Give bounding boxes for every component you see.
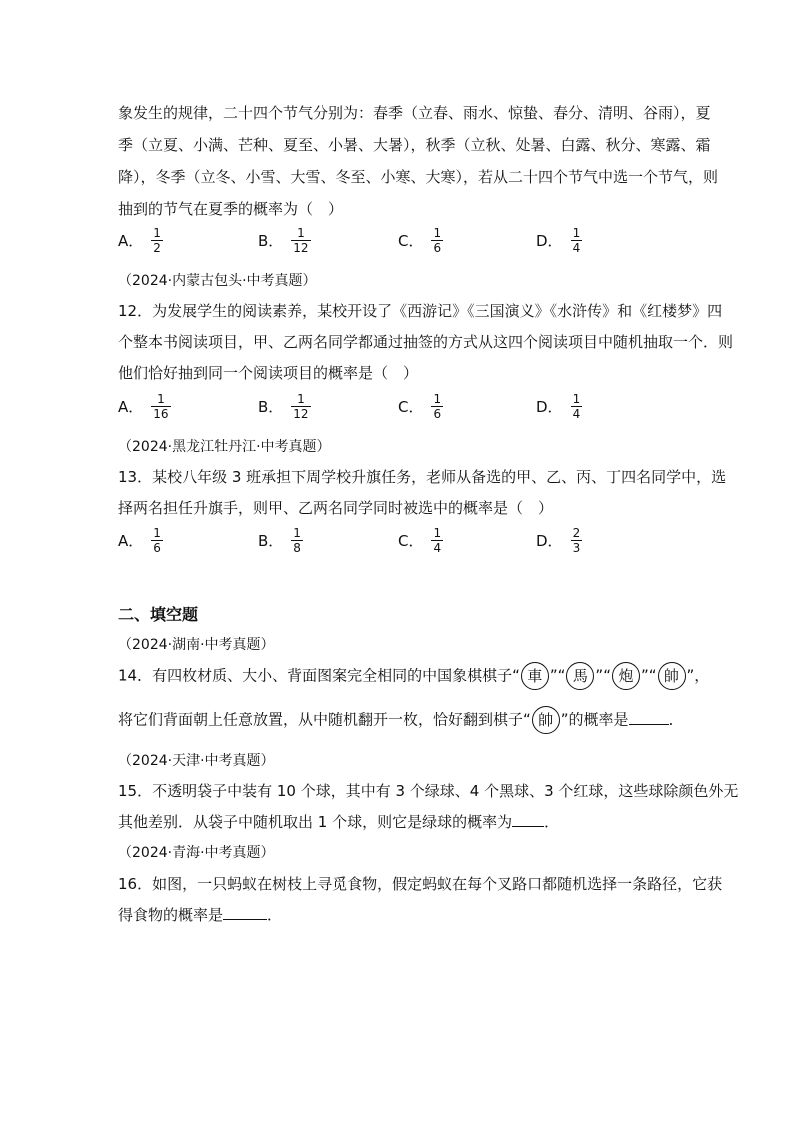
answer-blank[interactable] [512,812,544,827]
q11-option-a[interactable] [118,226,163,255]
q13-option-c[interactable] [398,526,443,555]
numerator: 1 [572,392,581,406]
q12-source: （2024·内蒙古包头·中考真题） [118,273,317,289]
q16-line-2 [118,904,282,925]
q12-option-d[interactable] [536,392,582,421]
numerator: 1 [572,226,581,240]
fraction [291,392,310,421]
option-letter: B． [258,398,284,416]
q11-options [118,226,678,266]
fraction [151,392,170,421]
denominator: 2 [153,241,161,255]
q11-option-b[interactable] [258,226,311,255]
denominator: 4 [433,541,442,555]
numerator: 1 [433,526,442,540]
chess-piece-shuai: 帥 [658,662,686,690]
denominator: 4 [572,407,581,421]
quote-close: ”， [686,666,710,685]
q12-option-c[interactable] [398,392,443,421]
q12-line-2: 个整本书阅读项目，甲、乙两名同学都通过抽签的方式从这四个阅读项目中随机抽取一个．则 [118,333,734,351]
quote-sep: ”“ [640,666,657,685]
fraction [291,226,310,255]
q15-line-2 [118,811,559,832]
numerator: 1 [433,392,442,406]
q12-options [118,392,678,432]
numerator: 1 [297,226,305,240]
fraction [431,226,443,255]
option-letter: C． [398,232,424,250]
q11-line-3: 降），冬季（立冬、小雪、大雪、冬至、小寒、大寒），若从二十四个节气中选一个节气，则 [118,168,719,186]
fraction [151,526,163,555]
option-letter: B． [258,532,284,550]
numerator: 1 [433,226,442,240]
q13-source: （2024·黑龙江牡丹江·中考真题） [118,439,331,455]
fraction [571,526,583,555]
chess-piece-che: 車 [521,662,549,690]
period: ． [668,710,684,729]
q11-option-d[interactable] [536,226,582,255]
quote-sep: ”“ [549,666,566,685]
section-heading: 二、填空题 [118,605,199,624]
denominator: 6 [433,407,442,421]
q15-line-1: 15．不透明袋子中装有 10 个球，其中有 3 个绿球、4 个黑球、3 个红球，这些球除颜色外无 [118,782,739,800]
numerator: 1 [293,526,301,540]
answer-blank[interactable] [629,710,669,725]
period: ． [544,813,560,831]
fraction [431,392,443,421]
fraction [291,526,303,555]
q11-line-1: 象发生的规律，二十四个节气分别为：春季（立春、雨水、惊蛰、春分、清明、谷雨），夏 [118,104,711,122]
period: ． [267,906,283,924]
option-letter: A． [118,398,144,416]
numerator: 1 [153,526,161,540]
denominator: 4 [572,241,581,255]
q16-line-1: 16．如图，一只蚂蚁在树枝上寻觅食物，假定蚂蚁在每个叉路口都随机选择一条路径，它获 [118,875,723,893]
option-letter: D． [536,232,563,250]
denominator: 8 [293,541,301,555]
q11-line-2: 季（立夏、小满、芒种、夏至、小暑、大暑），秋季（立秋、处暑、白露、秋分、寒露、霜 [118,136,711,154]
q12-line-3: 他们恰好抽到同一个阅读项目的概率是（ ） [118,364,419,382]
chess-piece-shuai: 帥 [532,706,560,734]
fraction [431,526,443,555]
q14-source: （2024·湖南·中考真题） [118,637,275,653]
numerator: 2 [572,526,581,540]
q13-line-2: 择两名担任升旗手，则甲、乙两名同学同时被选中的概率是（ ） [118,499,554,517]
chess-piece-pao: 炮 [612,662,640,690]
option-letter: A． [118,232,144,250]
numerator: 1 [157,392,165,406]
option-letter: D． [536,398,563,416]
fraction [151,226,163,255]
q16-source: （2024·青海·中考真题） [118,845,275,861]
numerator: 1 [297,392,305,406]
answer-blank[interactable] [223,905,267,920]
q12-option-b[interactable] [258,392,311,421]
q15-source: （2024·天津·中考真题） [118,753,275,769]
option-letter: B． [258,232,284,250]
q13-line-1: 13．某校八年级 3 班承担下周学校升旗任务，老师从备选的甲、乙、丙、丁四名同学中，选 [118,468,727,486]
denominator: 12 [293,407,309,421]
q14-line-1 [118,662,709,690]
fraction [571,226,583,255]
fraction [571,392,583,421]
q13-options [118,526,678,566]
q12-option-a[interactable] [118,392,171,421]
q13-option-a[interactable] [118,526,163,555]
quote-open: “ [512,666,520,685]
option-letter: C． [398,532,424,550]
denominator: 6 [433,241,442,255]
q12-line-1: 12．为发展学生的阅读素养，某校开设了《西游记》《三国演义》《水浒传》和《红楼梦》四 [118,302,723,320]
quote-sep: ”“ [595,666,611,685]
q15-text: 其他差别．从袋子中随机取出 1 个球，则它是绿球的概率为 [118,813,513,831]
option-letter: A． [118,532,144,550]
q13-option-b[interactable] [258,526,303,555]
option-letter: D． [536,532,563,550]
q14-text-2: 将它们背面朝上任意放置，从中随机翻开一枚，恰好翻到棋子“ [118,710,531,729]
denominator: 6 [153,541,161,555]
denominator: 16 [153,407,169,421]
denominator: 12 [293,241,309,255]
numerator: 1 [153,226,161,240]
q13-option-d[interactable] [536,526,582,555]
q14-text: 14．有四枚材质、大小、背面图案完全相同的中国象棋棋子 [118,666,513,685]
q11-line-4: 抽到的节气在夏季的概率为（ ） [118,200,344,218]
q16-text: 得食物的概率是 [118,906,224,924]
denominator: 3 [572,541,581,555]
q14-line-2 [118,706,684,734]
chess-piece-ma: 馬 [566,662,594,690]
q11-option-c[interactable] [398,226,443,255]
option-letter: C． [398,398,424,416]
q14-text-3: ”的概率是 [560,710,629,729]
